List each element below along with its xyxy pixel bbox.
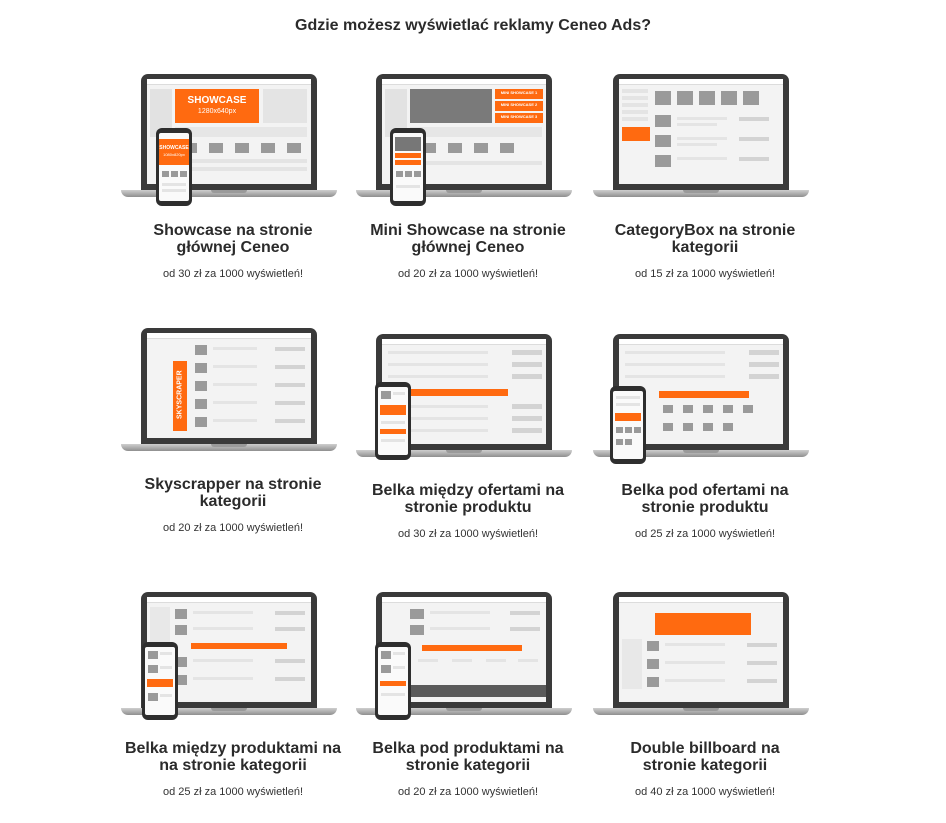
ad-placement-card-categorybox[interactable] xyxy=(590,70,820,300)
ad-placement-card-belka-miedzy-produktami[interactable] xyxy=(118,588,348,818)
below-products-banner xyxy=(422,645,522,651)
phone-mockup xyxy=(375,382,411,460)
ad-placement-card-belka-miedzy-ofertami[interactable] xyxy=(353,330,583,560)
page-title: Gdzie możesz wyświetlać reklamy Ceneo Ads? xyxy=(295,17,651,34)
phone-mockup xyxy=(142,642,178,720)
card-price: od 20 zł za 1000 wyświetleń! xyxy=(397,268,539,280)
skyscraper-text: SKYSCRAPER xyxy=(176,370,184,419)
laptop-mockup xyxy=(353,588,583,738)
card-title: Belka między ofertami na stronie produktu xyxy=(371,482,565,516)
phone-banner-size-text: 1080x820px xyxy=(163,152,185,157)
ad-placement-card-mini-showcase[interactable] xyxy=(353,70,583,300)
laptop-mockup xyxy=(118,70,348,220)
below-offers-banner xyxy=(659,391,749,398)
card-price: od 25 zł za 1000 wyświetleń! xyxy=(634,528,776,540)
card-title: Showcase na stronie głównej Ceneo xyxy=(153,222,313,256)
laptop-mockup xyxy=(590,330,820,480)
phone-banner-text: SHOWCASE xyxy=(159,145,189,151)
card-price: od 15 zł za 1000 wyświetleń! xyxy=(634,268,776,280)
card-title: Mini Showcase na stronie głównej Ceneo xyxy=(370,222,566,256)
card-title: Belka między produktami na na stronie kategorii xyxy=(124,740,342,774)
between-products-banner xyxy=(191,643,287,649)
ad-placement-card-double-billboard[interactable] xyxy=(590,588,820,818)
card-price: od 30 zł za 1000 wyświetleń! xyxy=(162,268,304,280)
showcase-banner xyxy=(175,89,259,123)
phone-mockup xyxy=(375,642,411,720)
card-price: od 40 zł za 1000 wyświetleń! xyxy=(634,786,776,798)
card-title: CategoryBox na stronie kategorii xyxy=(614,222,796,256)
mini-showcase-1: MINI SHOWCASE 1 xyxy=(495,89,543,99)
card-price: od 20 zł za 1000 wyświetleń! xyxy=(397,786,539,798)
card-title: Skyscrapper na stronie kategorii xyxy=(144,476,322,510)
mini-showcase-2: MINI SHOWCASE 2 xyxy=(495,101,543,111)
phone-mockup xyxy=(156,128,192,206)
laptop-mockup xyxy=(118,588,348,738)
laptop-mockup xyxy=(353,70,583,220)
banner-size-text: 1280x640px xyxy=(197,108,237,115)
card-title: Belka pod ofertami na stronie produktu xyxy=(621,482,789,516)
ad-placement-card-skyscrapper[interactable] xyxy=(118,324,348,554)
ad-placement-card-belka-pod-ofertami[interactable] xyxy=(590,330,820,560)
ad-placement-card-belka-pod-produktami[interactable] xyxy=(353,588,583,818)
card-title: Double billboard na stronie kategorii xyxy=(630,740,780,774)
card-price: od 25 zł za 1000 wyświetleń! xyxy=(162,786,304,798)
ad-placement-card-showcase[interactable] xyxy=(118,70,348,300)
laptop-mockup xyxy=(353,330,583,480)
phone-mockup xyxy=(610,386,646,464)
skyscraper-ad xyxy=(173,361,187,431)
laptop-mockup xyxy=(590,70,820,220)
mini-showcase-3: MINI SHOWCASE 3 xyxy=(495,113,543,123)
card-price: od 30 zł za 1000 wyświetleń! xyxy=(397,528,539,540)
banner-text: SHOWCASE xyxy=(187,95,247,106)
card-price: od 20 zł za 1000 wyświetleń! xyxy=(162,522,304,534)
laptop-mockup xyxy=(118,324,348,474)
phone-mockup xyxy=(390,128,426,206)
double-billboard-ad xyxy=(655,613,751,635)
categorybox-ad xyxy=(622,127,650,141)
laptop-mockup xyxy=(590,588,820,738)
card-title: Belka pod produktami na stronie kategorii xyxy=(372,740,564,774)
